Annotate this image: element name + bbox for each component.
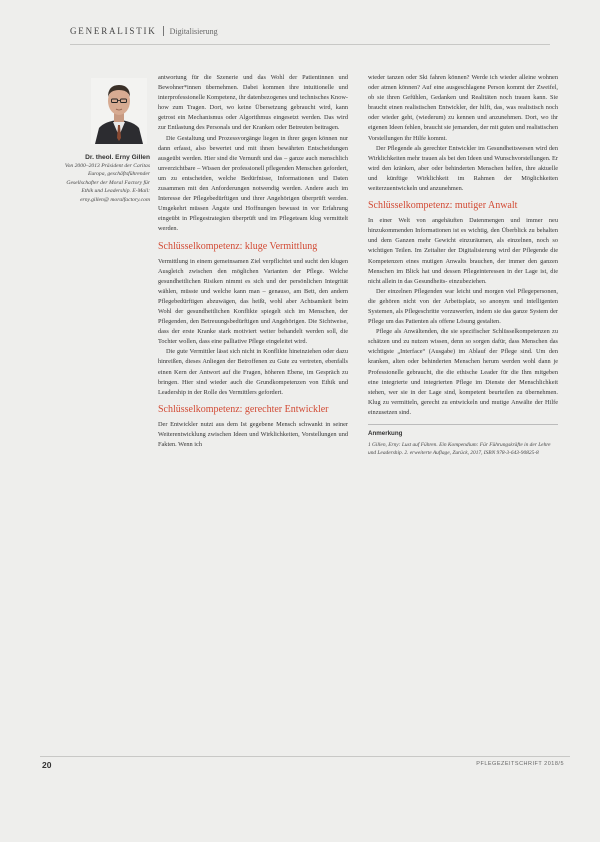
section-heading: Schlüsselkompetenz: kluge Vermittlung <box>158 240 318 252</box>
paragraph: Die gute Vermittler lässt sich nicht in Konflikte hineinziehen oder dazu hinreißen, dieses Anliegen der Betroffenen zu Gute zu vertreten, ebenfalls einen Kern der Antwort auf die Fragen, höheren Ebene, im Gespräch zu bringen. Hier sind wieder auch die Grundkompetenzen von Ethik und Leadership in der Rolle des Vermittlers gefordert. <box>158 348 348 396</box>
paragraph: antwortung für die Szenerie und das Wohl der Patientinnen und Bewohner*innen übernehmen. Dabei kommen ihre intuitionelle und interprofessionelle Kompetenz, ihr datenbezogenes und technisches Know-how zum Tragen. Dort, wo keine Übersetzung gebraucht wird, kann getrost ein Mechanismus oder Algorithmus eingesetzt werden. Das wird zur Entlastung des Personals und der Kranken oder Betreuten beitragen. <box>158 74 348 132</box>
section-label: GENERALISTIK <box>70 26 157 36</box>
notes-divider <box>368 424 558 425</box>
author-photo <box>91 78 147 144</box>
notes-heading: Anmerkung <box>368 430 403 437</box>
paragraph: Der Pflegende als gerechter Entwickler im Gesundheitswesen wird den Wirklichkeiten mehr trauen als bei den Ideen und Wunschvorstellungen. Er wird den kränken, aber oder behinderten Menschen helfen, ihre aktuelle und künftige Wirklichkeit im Rahmen der Möglichkeiten weiterzuentwickeln und anzunehmen. <box>368 144 558 193</box>
text-column-right <box>368 73 558 457</box>
page-header <box>70 24 550 38</box>
page-number: 20 <box>42 760 52 770</box>
author-box <box>55 78 150 204</box>
footnote-text: 1 Gillen, Erny: Lust auf Führen. Ein Kompendium: Für Führungskräfte in der Lehre und Leadership. 2. erweiterte Auflage, Zurück, 2017, ISBN 978-3-643-90825-8 <box>368 442 551 457</box>
paragraph: Der Entwickler nutzt aus dem Ist gegebene Mensch schwankt in seiner Weiterentwicklung zwischen Ideen und Wirklichkeiten, Vorstellungen und Fakten. Wenn ich <box>158 420 348 448</box>
author-name: Dr. theol. Erny Gillen <box>85 154 150 161</box>
header-rule <box>70 44 550 45</box>
paragraph: wieder tanzen oder Ski fahren können? Werde ich wieder alleine wohnen oder atmen können? Auf eine ausgeschlagene Person kommt der Zweifel, ob sie ihren Gefühlen, Gedanken und Realitäten noch trauen kann. Sie braucht einen realistischen Entwickler, der hilft, das, was realistisch noch oder wieder geht, (wiederum) zu kennen und anzunehmen. Dort, wo ihr eigenen Ideen fehlen, braucht sie jemanden, der mit guten und realistischen Vorstellungen ihr Hilfe kommt. <box>368 74 558 142</box>
paragraph: Vermittlung in einem gemeinsamen Ziel verpflichtet und sucht den klugen Ausgleich zwischen den möglichen Varianten der Pflege. Welche gesundheitlichen Risiken nimmt es sich und der persönlichen Integrität wählen, müsste und welche kann man – genauso, am Bett, den andern Pflegebedürftigen abzuwägen, das heißt, wohl aber Achtsamkeit beim Wohl der gesundheitlichen Konflikte spiegelt sich im Menschen, der Pflegenden, den Betreuungsbedürftigen und Angehörigen. Die Sichtweise, dass der erste Kranke stark motiviert weiter behandelt werden soll, die Tochter wollen, dass eine palliative Pflege eingeleitet wird. <box>158 257 348 346</box>
section-heading: Schlüsselkompetenz: gerechter Entwickler <box>158 403 329 415</box>
paragraph: Pflege als Anwältenden, die sie spezifischer Schlüsselkompetenzen zu schätzen und zu nutzen wissen, denn so sorgen dafür, dass Menschen das wichtigste „Interface“ (Ausgabe) im Ablauf der Pflege sind. Um den kranken, alten oder behinderten Menschen herum werden wohl dann je Professionelle gebraucht, die die ethische Leader für die Ihm mitgeben eine integrierte und integrierten Pflege im Dienste der Menschlichkeit stehen, wer sie in der Lage sind, kompetent beurteilen zu übernehmen. Klug zu vermitteln, gerecht zu entwickeln und mutige Anwälte der Hilfe einzusetzen sind. <box>368 328 558 416</box>
footer-rule <box>40 756 570 757</box>
section-heading: Schlüsselkompetenz: mutiger Anwalt <box>368 200 518 212</box>
paragraph: Die Gestaltung und Prozessvorgänge liegen in ihrer gegen können nur dann erfasst, also bewertet und mit ihnen bewährten Entscheidungen ausgeübt werden. Hier sind die Vernunft und das – ganze auch menschlich unverzichtbare – Wissen der professionell pflegenden Menschen gefordert, um zu entscheiden, welche Bedürfnisse, Informationen und Daten zusammen mit den Anforderungen notwendig werden. Andere auch im Interesse der Pflegebedürftigen und ihrer Angehörigen überprüft werden. Umgekehrt müssen Ängste und Hoffnungen bewusst in vor Erfahrung eingeübt in Pflegestrategien überprüft und im Pflegeteam klug vermittelt werden. <box>158 134 348 233</box>
text-column-left <box>158 73 348 450</box>
author-bio: Von 2000–2013 Präsident der Caritas Europa, geschäftsführender Gesellschafter der Moral Factory für Ethik und Leadership. E-Mail: erny.gillen@ moralfactory.com <box>64 163 150 203</box>
subsection-label: Digitalisierung <box>169 26 218 36</box>
paragraph: In einer Welt von angehäuften Datenmengen und immer neu hinzukommenden Informationen ist es wichtig, den Überblick zu behalten und dem Ganzen mehr Gewicht einzuräumen, als einzelnen, noch so wichtigen Teilen. Im Zeitalter der Digitalisierung wird der Pflegende die Kompetenzen eines mutigen Anwalts brauchen, der immer den ganzen Menschen im Blick hat und dessen Pflegeinteressen in der Lage ist, die nicht allein in das Gesundheits- einzubeziehen. <box>368 217 558 285</box>
header-divider <box>163 26 164 36</box>
publication-name: PFLEGEZEITSCHRIFT 2018/5 <box>476 761 564 767</box>
paragraph: Der einzelnen Pflegenden war leicht und morgen viel Pflegepersonen, die gehören nicht von der Arbeitsplatz, so anonym und intelligenten Systemen, als Pflegeschritte vorzuwerfen, indem sie das ganze System der Pflege um das Patienten als offene Lösung gestalten. <box>368 287 558 326</box>
